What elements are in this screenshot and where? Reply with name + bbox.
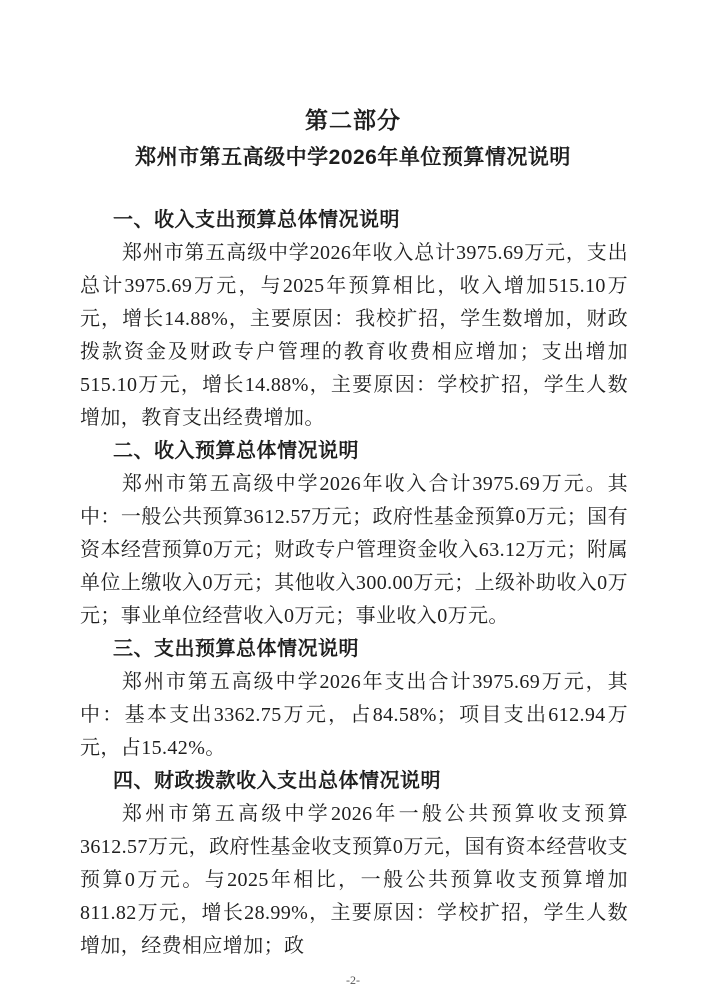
document-title: 郑州市第五高级中学2026年单位预算情况说明 <box>135 146 571 169</box>
document-body <box>80 204 628 963</box>
section-heading-2: 二、收入预算总体情况说明 <box>113 440 359 462</box>
section-heading-3: 三、支出预算总体情况说明 <box>113 638 359 660</box>
part-label: 第二部分 <box>305 107 401 133</box>
section-paragraph-3: 郑州市第五高级中学2026年支出合计3975.69万元，其中：基本支出3362.75万元，占84.58%；项目支出612.94万元，占15.42%。 <box>80 671 628 759</box>
page-number: -2- <box>346 973 360 987</box>
section-paragraph-1: 郑州市第五高级中学2026年收入总计3975.69万元，支出总计3975.69万元，与2025年预算相比，收入增加515.10万元，增长14.88%，主要原因：我校扩招，学生数增加，财政拨款资金及财政专户管理的教育收费相应增加；支出增加515.10万元，增长14.88%，主要原因：学校扩招，学生人数增加，教育支出经费增加。 <box>80 242 628 429</box>
section-paragraph-4: 郑州市第五高级中学2026年一般公共预算收支预算3612.57万元，政府性基金收支预算0万元，国有资本经营收支预算0万元。与2025年相比，一般公共预算收支预算增加811.82万元，增长28.99%，主要原因：学校扩招，学生人数增加，经费相应增加；政 <box>80 803 628 957</box>
section-paragraph-2: 郑州市第五高级中学2026年收入合计3975.69万元。其中：一般公共预算3612.57万元；政府性基金预算0万元；国有资本经营预算0万元；财政专户管理资金收入63.12万元；附属单位上缴收入0万元；其他收入300.00万元；上级补助收入0万元；事业单位经营收入0万元；事业收入0万元。 <box>80 473 628 627</box>
section-heading-4: 四、财政拨款收入支出总体情况说明 <box>113 770 441 792</box>
section-heading-1: 一、收入支出预算总体情况说明 <box>113 209 400 231</box>
